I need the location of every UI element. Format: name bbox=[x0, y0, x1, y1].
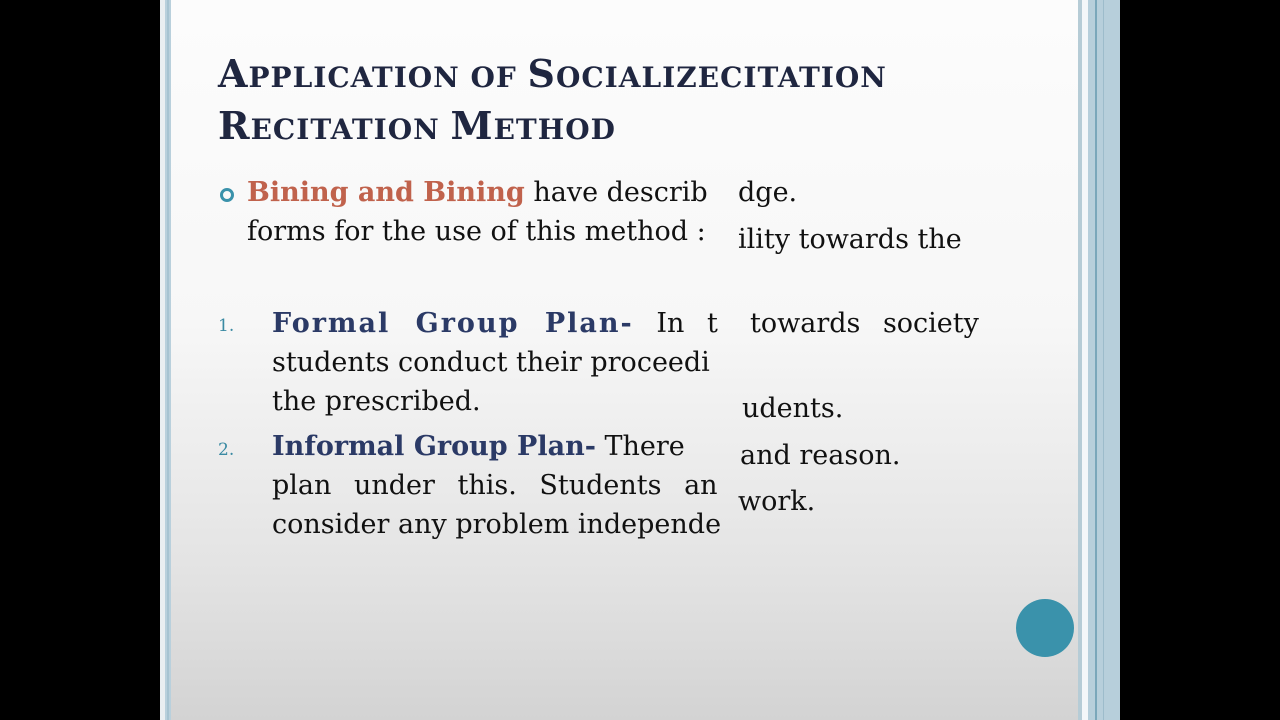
transition-fragment: udents. bbox=[742, 393, 844, 424]
transition-fragment: ility towards the bbox=[738, 224, 962, 255]
item-2-line-1 bbox=[272, 428, 738, 466]
title-text: ECITATION bbox=[250, 113, 451, 146]
title-text: OCIALIZE bbox=[556, 61, 721, 94]
title-text-overlap: CITATION bbox=[720, 61, 887, 94]
transition-fragment: and reason. bbox=[740, 440, 901, 471]
item-1-line-3: the prescribed. bbox=[272, 386, 481, 417]
item-1-line-1 bbox=[272, 305, 738, 343]
right-border-stripe bbox=[1103, 0, 1104, 720]
item-1-text: In t bbox=[633, 308, 718, 339]
hollow-circle-bullet-icon bbox=[220, 188, 234, 202]
title-text: PPLICATION OF bbox=[248, 61, 528, 94]
slide-title bbox=[218, 50, 938, 154]
title-initial: M bbox=[450, 103, 494, 148]
item-1-heading: Formal Group Plan- bbox=[272, 308, 634, 339]
right-border-stripe bbox=[1095, 0, 1097, 720]
title-initial: R bbox=[218, 103, 251, 148]
transition-fragment: towards society bbox=[750, 308, 979, 339]
title-initial: A bbox=[218, 51, 249, 96]
left-border-line bbox=[167, 0, 169, 720]
item-2-heading: Informal Group Plan- bbox=[272, 431, 596, 462]
item-2-text: There bbox=[595, 431, 685, 462]
list-number: 2. bbox=[218, 440, 235, 460]
teal-circle-decoration bbox=[1016, 599, 1074, 657]
title-line-2 bbox=[218, 102, 938, 154]
list-number: 1. bbox=[218, 316, 235, 336]
transition-fragment: work. bbox=[738, 486, 816, 517]
title-line-1 bbox=[218, 50, 938, 102]
transition-fragment: dge. bbox=[738, 177, 798, 208]
bullet-line-2: forms for the use of this method : bbox=[247, 216, 706, 247]
bullet-text: have describ bbox=[524, 177, 708, 208]
bullet-line-1 bbox=[247, 174, 708, 212]
title-text: ETHOD bbox=[493, 113, 616, 146]
item-2-line-3: consider any problem independe bbox=[272, 509, 722, 540]
title-initial: S bbox=[527, 51, 556, 96]
item-2-line-2: plan under this. Students an bbox=[272, 470, 718, 501]
item-1-line-2: students conduct their proceedi bbox=[272, 347, 710, 378]
presentation-slide bbox=[160, 0, 1120, 720]
right-border-stripe bbox=[1088, 0, 1120, 720]
bullet-accent-text: Bining and Bining bbox=[247, 177, 525, 208]
